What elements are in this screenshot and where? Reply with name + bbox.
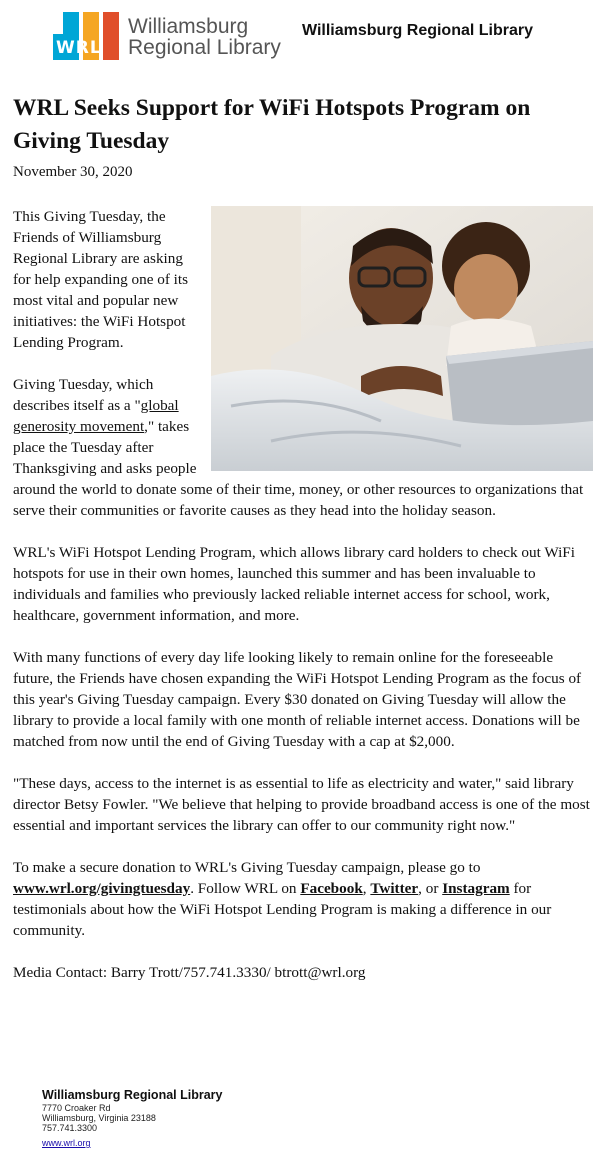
org-title: Williamsburg Regional Library <box>302 22 534 39</box>
logo-block-red <box>103 12 119 60</box>
paragraph-4: With many functions of every day life looking likely to remain online for the foreseeable future, the Friends have chosen expanding the WiFi Hotspot Lending Program as the focus of this year's Giving Tuesday campaign. Every $30 donated on Giving Tuesday will allow the library to provide a local family with one month of reliable internet access. Donations will be matched from now until the end of Giving Tuesday with a cap at $2,000. <box>13 649 582 750</box>
footer-address-line-1: 7770 Croaker Rd <box>42 1103 111 1113</box>
page-header <box>0 0 604 80</box>
facebook-link[interactable]: Facebook <box>300 880 363 897</box>
paragraph-6-part-c: , <box>362 880 371 897</box>
paragraph-6-part-b: . Follow WRL on <box>190 880 301 897</box>
twitter-link[interactable]: Twitter <box>370 880 419 897</box>
logo-letters: WRL <box>56 38 102 58</box>
article-photo <box>211 206 593 471</box>
paragraph-6 <box>13 857 593 941</box>
logo-line-1: Williamsburg <box>128 15 249 38</box>
logo-line-2: Regional Library <box>128 36 281 59</box>
global-generosity-link[interactable]: global generosity movement <box>13 397 179 435</box>
paragraph-6-part-e: for testimonials about how the WiFi Hotspot Lending Program is making a difference in our community. <box>13 880 552 939</box>
paragraph-6-part-a: To make a secure donation to WRL's Giving Tuesday campaign, please go to <box>13 859 481 876</box>
footer-address-line-2: Williamsburg, Virginia 23188 <box>42 1113 156 1123</box>
footer-phone: 757.741.3300 <box>42 1123 98 1133</box>
paragraph-3: WRL's WiFi Hotspot Lending Program, which allows library card holders to check out WiFi hotspots for use in their own homes, launched this summer and has been invaluable to individuals and families who previously lacked reliable internet access for school, work, healthcare, government information, and more. <box>13 544 575 624</box>
article-body <box>13 206 593 1004</box>
logo-color-blocks <box>53 12 121 60</box>
logo-wordmark <box>128 16 281 58</box>
giving-tuesday-link[interactable]: www.wrl.org/givingtuesday <box>13 880 191 897</box>
page-footer <box>42 1088 222 1151</box>
paragraph-1: This Giving Tuesday, the Friends of Williamsburg Regional Library are asking for help expanding one of its most vital and popular new initiatives: the WiFi Hotspot Lending Program. <box>13 208 189 351</box>
paragraph-2-start: Giving Tuesday, which describes itself as a " <box>13 376 154 414</box>
article-title: WRL Seeks Support for WiFi Hotspots Program on Giving Tuesday <box>13 95 531 154</box>
footer-title: Williamsburg Regional Library <box>42 1088 223 1102</box>
paragraph-6-part-d: , or <box>418 880 443 897</box>
paragraph-5: "These days, access to the internet is as essential to life as electricity and water," said library director Betsy Fowler. "We believe that helping to provide broadband access is one of the most essential and important services the library can offer to our community right now." <box>13 775 590 834</box>
footer-website-link[interactable]: www.wrl.org <box>42 1138 91 1148</box>
instagram-link[interactable]: Instagram <box>442 880 510 897</box>
article-heading <box>13 92 593 182</box>
media-contact: Media Contact: Barry Trott/757.741.3330/ btrott@wrl.org <box>13 964 366 981</box>
wrl-logo[interactable] <box>53 12 293 64</box>
paragraph-2-end: ," takes place the Tuesday after Thanksgiving and asks people around the world to donate some of their time, money, or other resources to organizations that serve their communities or favorite causes as they head into the holiday season. <box>13 418 584 519</box>
article-date: November 30, 2020 <box>13 164 133 180</box>
